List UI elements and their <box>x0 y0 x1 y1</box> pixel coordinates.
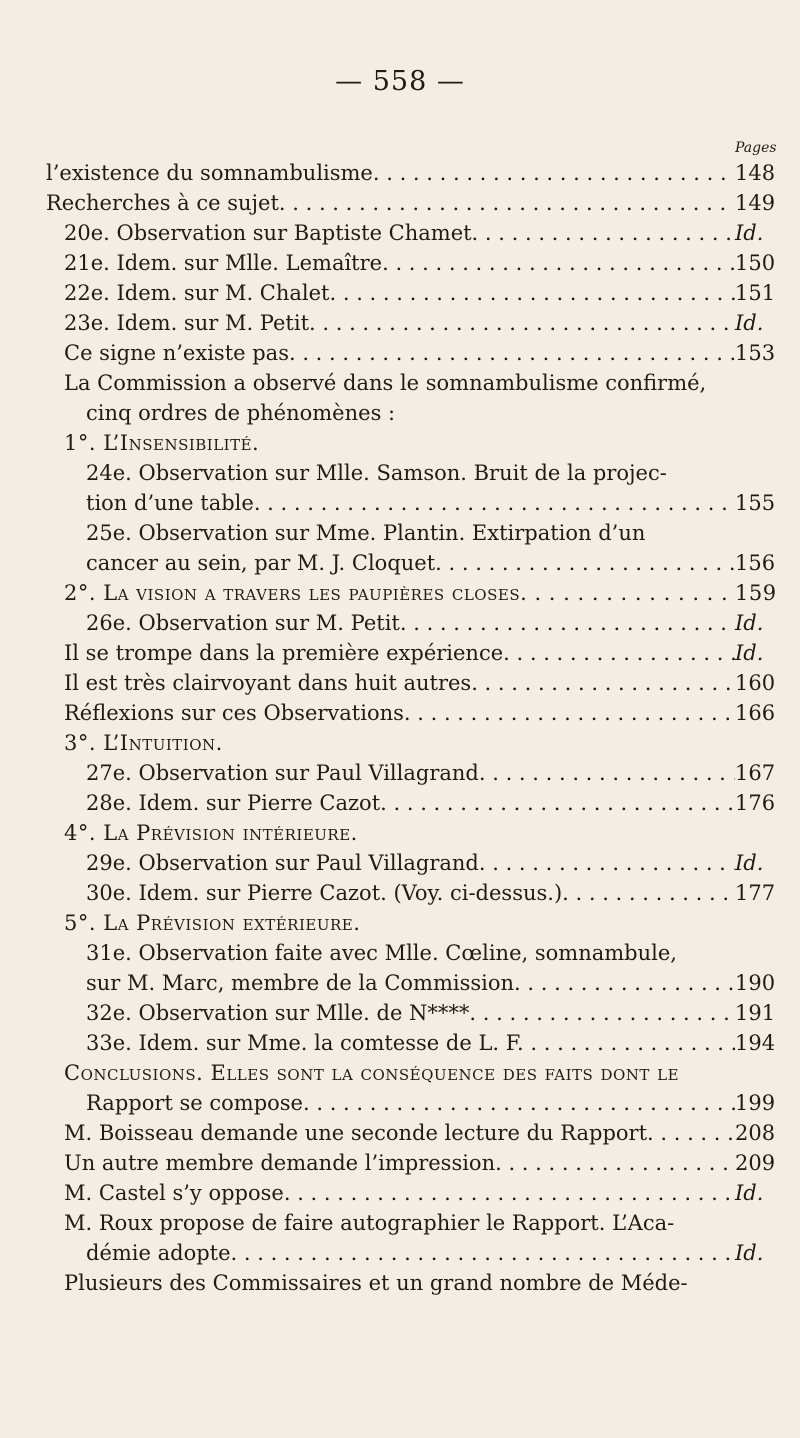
toc-entry: Un autre membre demande l’impression. . . . 209 <box>0 1150 800 1176</box>
toc-entry: Il est très clairvoyant dans huit autres. . . . 160 <box>0 670 800 696</box>
toc-entry: l’existence du somnambulisme. . . . 148 <box>0 160 800 186</box>
toc-section-heading: 5°. La Prévision extérieure. <box>64 911 361 935</box>
pages-column-label: Pages <box>735 140 777 156</box>
toc-entry: Conclusions. Elles sont la conséquence des faits dont le <box>64 1061 680 1085</box>
toc-entry: 33e. Idem. sur Mme. la comtesse de L. F. . . . 194 <box>0 1030 800 1056</box>
toc-entry: démie adopte. . . . Id. <box>0 1240 800 1266</box>
toc-entry: 29e. Observation sur Paul Villagrand. . . . Id. <box>0 850 800 876</box>
toc-entry: 20e. Observation sur Baptiste Chamet. . . . Id. <box>0 220 800 246</box>
toc-entry: 24e. Observation sur Mlle. Samson. Bruit de la projec- <box>86 461 667 485</box>
toc-entry: Réflexions sur ces Observations. . . . 166 <box>0 700 800 726</box>
toc-section-heading: 1°. L’Insensibilité. <box>64 431 260 455</box>
toc-entry: 28e. Idem. sur Pierre Cazot. . . . 176 <box>0 790 800 816</box>
toc-entry: 21e. Idem. sur Mlle. Lemaître. . . . 150 <box>0 250 800 276</box>
toc-entry: Ce signe n’existe pas. . . . 153 <box>0 340 800 366</box>
toc-entry: Plusieurs des Commissaires et un grand nombre de Méde- <box>64 1271 688 1295</box>
toc-entry: 23e. Idem. sur M. Petit. . . . Id. <box>0 310 800 336</box>
toc-entry: 30e. Idem. sur Pierre Cazot. (Voy. ci-dessus.). . . . 177 <box>0 880 800 906</box>
toc-entry: M. Roux propose de faire autographier le Rapport. L’Aca- <box>64 1211 675 1235</box>
toc-entry: cinq ordres de phénomènes : <box>86 401 396 425</box>
toc-entry: 25e. Observation sur Mme. Plantin. Extirpation d’un <box>86 521 646 545</box>
toc-entry: M. Castel s’y oppose. . . . Id. <box>0 1180 800 1206</box>
toc-entry: Rapport se compose. . . . 199 <box>0 1090 800 1116</box>
toc-section-heading: 4°. La Prévision intérieure. <box>64 821 358 845</box>
page-number-header: — 558 — <box>335 66 465 97</box>
toc-entry: sur M. Marc, membre de la Commission. . . . 190 <box>0 970 800 996</box>
toc-section-heading: 3°. L’Intuition. <box>64 731 223 755</box>
toc-entry: M. Boisseau demande une seconde lecture du Rapport. . . . 208 <box>0 1120 800 1146</box>
toc-entry: Il se trompe dans la première expérience. . . . Id. <box>0 640 800 666</box>
toc-entry: 22e. Idem. sur M. Chalet. . . . 151 <box>0 280 800 306</box>
toc-entry: La Commission a observé dans le somnambulisme confirmé, <box>64 371 707 395</box>
toc-entry: tion d’une table. . . . 155 <box>0 490 800 516</box>
toc-section-heading: 2°. La vision a travers les paupières closes. . . . 159 <box>0 580 800 606</box>
toc-entry: Recherches à ce sujet. . . . 149 <box>0 190 800 216</box>
toc-entry: 27e. Observation sur Paul Villagrand. . . . 167 <box>0 760 800 786</box>
toc-entry: cancer au sein, par M. J. Cloquet. . . . 156 <box>0 550 800 576</box>
toc-entry: 31e. Observation faite avec Mlle. Cœline, somnambule, <box>86 941 677 965</box>
toc-entry: 32e. Observation sur Mlle. de N****. . . . 191 <box>0 1000 800 1026</box>
toc-entry: 26e. Observation sur M. Petit. . . . Id. <box>0 610 800 636</box>
